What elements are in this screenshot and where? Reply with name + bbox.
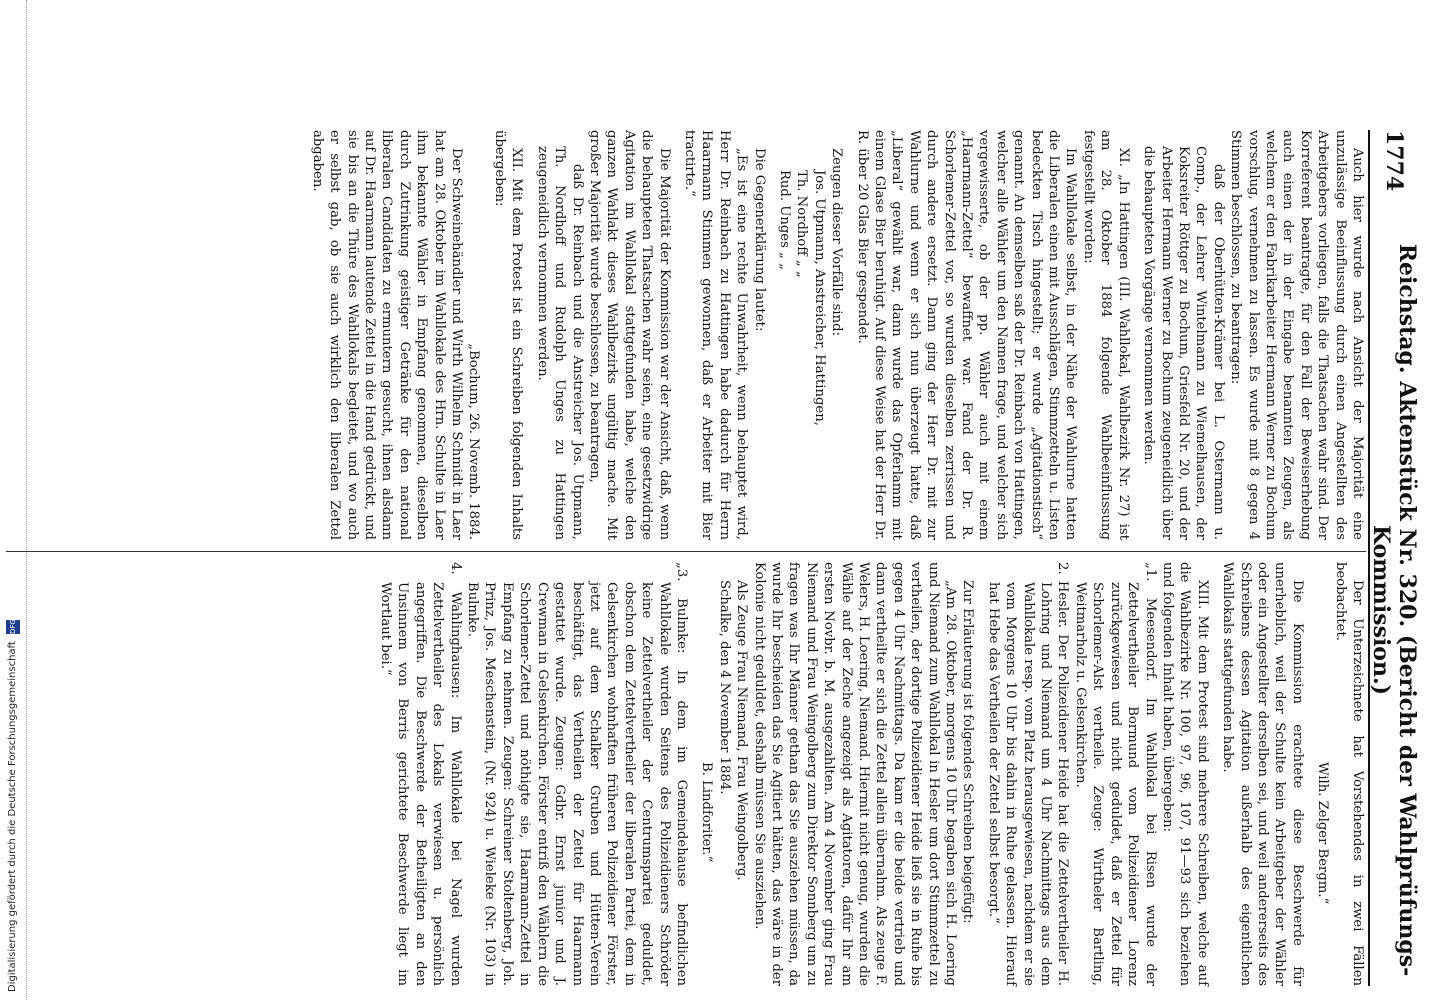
explain-date: Schalke, den 4 November 1884. xyxy=(716,580,732,795)
page-title: Reichstag. Aktenstück Nr. 320. (Bericht der Wahlprüfungs-Kommission.) xyxy=(1368,243,1420,977)
counter-intro: Die Gegenerklärung lautet: xyxy=(751,148,767,332)
list-item: Jos. Utpmann, Anstreicher, Hattingen, xyxy=(811,170,827,426)
paragraph-intro: Auch hier wurde nach Ansicht der Majorität eine unzulässige Beeinflussung durch einen Angestellten des Arbeitgebers vorliegen, falls die Thatsachen wahr sind. Der Korreferent beantragte, für den Fall der Beweiserhebung auch einen der in der Eingabe benannten Zeugen, als welchem er den Fabrikarbeiter Hermann Werner zu Bochum vorschlug, vernehmen zu lassen. Es wurde mit 8 gegen 4 Stimmen beschlossen, zu beantragen: xyxy=(1228,130,1365,540)
section-xi-title: XI. „In Hattingen (III. Wahllokal, Wahlbezirk Nr. 27) ist am 28. Oktober 1884 folgende Wahlbeeinflussung festgestellt worden: xyxy=(1080,130,1131,540)
page-number: 1774 xyxy=(1381,130,1407,192)
majority-motion: daß Dr. Reinbach und die Anstreicher Jos. Utpmann, Th. Nordhoff und Rudolph Unges zu Hattingen zeugeneidlich vernommen werden. xyxy=(534,146,585,540)
item-4: 4. Wahlinghausen: Im Wahllokale bei Nagel wurden Zettelvertheiler des Lokals verwiesen u. persönlich angegriffen. Die Beschwerde der Betheiligten an den Unsinnem von Berris gerichtete Beschwerde liegt im Wortlaut bei.“ xyxy=(378,562,463,986)
letter-text: Der Schweinehändler und Wirth Wilhelm Schmidt in Laer hat am 28. Oktober im Wahllokale des Hrn. Schulte in Laer ihm bekannte Wähler in Empfang genommen, dieselben durch Zutrinkung geistiger Getränke für den national liberalen Candidaten zu ermuntern gesucht, ihnen alsdann auf Dr. Haarmann lautende Zettel in die Hand gedrückt, und sie bis an die Thüre des Wahllokals begleitet, und wo auch er selbst gab, ob sie auch wirklich den liberalen Zettel abgaben. xyxy=(309,130,465,540)
letter-place-date: „Bochum, 26. Novemb. 1884. xyxy=(466,343,482,540)
dfg-logo-icon: DFG xyxy=(6,620,20,634)
paragraph-intro-motion: daß der Oberhütten-Krämer bei L. Ostermann u. Comp., der Lehrer Wintelmann zu Wiemelhausen, der Koksreiter Röttger zu Bochum, Griesfeld Nr. 20, und der Arbeiter Hermann Werner zu Bochum zeugeneidlich über die behaupteten Vorgänge vernommen werden. xyxy=(1141,146,1226,540)
column-divider xyxy=(6,551,1366,552)
section-xiii-title: XIII. Mit dem Protest sind mehrere Schreiben, welche auf die Wahlbezirke Nr. 100, 97, 96, 107, 91—93 sich beziehen und folgenden Inhalt haben, übergeben: xyxy=(1159,562,1210,986)
section-xii-title: XII. Mit dem Protest ist ein Schreiben folgenden Inhalts übergeben: xyxy=(491,130,525,540)
signature-name: Wilh. Zelger Bergm.“ xyxy=(1315,762,1331,905)
explain-text: „Am 28. Oktober, morgens 10 Uhr begaben sich H. Loering und Niemand zum Wahllokal in Hesler um dort Stimmzettel zu vertheilen, der dortige Polizeidiener Heide ließ sie in Ruhe bis gegen 4 Uhr Nachmittags. Da kam er die beide vertrieb und dann vertheilte er sich die Zettel allein übernahm. Als zeuge F. Welers, H. Loering, Niemand. Hiermit nicht genug, wurden die Wähle auf der Zeche angezeigt als Agitatoren, dafür Ihr am ersten Novbr. b. M. ausgezahlten. Am 4 November ging Frau Niemand und Frau Weingolberg zum Direktor Sonnberg um zu fragen was Ihr Männer gethan das Sie ausziehen müssen, da wurde Ihr bescheiden das Sie Agitiert hätten, das wäre in der Kolonie nicht geduldet, deshalb müssen Sie ausziehen. xyxy=(751,562,959,986)
counter-text: „Es ist eine rechte Unwahrheit, wenn behauptet wird, Herr Dr. Reinbach zu Hattingen habe dadurch für Herrn Haarmann Stimmen gewonnen, daß er Arbeiter mit Bier tractirte.“ xyxy=(681,130,750,540)
section-xi-text: Im Wahllokale selbst, in der Nähe der Wahlurne hatten die Liberalen einen mit Ausschlägen, Stimmzetteln u. Listen bedeckten Tisch hingestellt; er wurde „Agitationstisch“ genannt. An demselben saß der Dr. Reinbach von Hattingen, welcher alle Wähler um den Namen frage, und welcher sich vergewisserte, ob der pp. Wähler auch mit einem „Haarmann-Zettel“ bewaffnet war. Fand der Dr. R. Schorlemer-Zettel vor, so wurden dieselben zerrissen und durch andere ersetzt. Dann ging der Herr Dr. mit zur Wahlurne und wenn er sich nun überzeugt hatte, daß „Liberal“ gewählt war, dann wurde das Opferlamm mit einem Glase Bier beruhigt. Auf diese Weise hat der Herr Dr. R. über 20 Glas Bier gespendet. xyxy=(854,130,1079,540)
signature-statement: Der Unterzeichnete hat Vorstehendes in zwei Fällen beobachtet. xyxy=(1332,562,1365,986)
list-item: Th. Nordhoff „ „ xyxy=(794,170,810,278)
explain-signature: B. Lindforiter.“ xyxy=(699,762,715,863)
item-3: „3. Bulmke: In dem im Gemeindehause befindlichen Wahllokale wurden Seitens des Polizeidieners Schröder keine Zettelvertheiler der Centrumspartei geduldet, obschon dem Zettelvertheiler der liberalen Partei, dem in Gelsenkirchen wohnhaften früheren Polizeidiener Förster, jetzt auf dem Schalker Gruben und Hütten-Verein beschäftigt, das Vertheilen der Zettel für Haarmann gestattet wurde. Zeugen: Gdbr. Ernst junior und J. Crewman in Gelsenkirchen. Förster entriß den Wählern die Schorlemer-Zettel und nöthigte sie, Haarmann-Zettel in Empfang zu nehmen. Zeugen: Schreiner Stoltenberg, Joh. Prinz, Jos. Meschenstein, (Nr. 924) u. Wieleke (Nr. 103) in Bulmke. xyxy=(465,562,689,986)
explain-witness: Als Zeuge Frau Niemand, Frau Weingolberg. xyxy=(734,580,750,881)
dfg-credit-text: Digitalisierung gefördert durch die Deutsche Forschungsgemeinschaft xyxy=(7,641,18,992)
explain-intro: Zur Erläuterung ist folgendes Schreiben beigefügt: xyxy=(960,580,976,924)
item-1: „1. Meesendorf. Im Wahllokal bei Risen wurde der Zettelvertheiler Bormund vom Polizeidiener Lorenz zurückgewiesen und nicht geduldet, daß er Zettel für Schorlemer-Alst vertheile. Zeuge: Wirtheler Bartling, Weitmarholz u. Gelsenkirchen. xyxy=(1072,562,1158,986)
header-rule xyxy=(1368,130,1370,986)
witnesses-intro: Zeugen dieser Vorfälle sind: xyxy=(829,148,845,337)
left-column xyxy=(308,130,1366,540)
list-item: Rud. Unges „ „ xyxy=(777,170,792,270)
page-header xyxy=(1368,130,1420,1000)
item-2: 2. Hesler. Der Polizeidiener Heide hat die Zettelvertheiler H. Lohring und Niemand um 4 Uhr Nachmittags aus dem Wahllokale resp. vom Platz herausgewiesen, nachdem er sie vom Morgens 10 Uhr bis dahin in Ruhe gelassen. Hierauf hat Hebe das Vertheilen der Zettel selbst besorgt.“ xyxy=(985,562,1071,986)
witness-list xyxy=(776,130,828,540)
right-column xyxy=(377,562,1366,986)
majority-text: Die Majorität der Kommission war der Ansicht, daß, wenn die behaupteten Thatsachen wahr seien, eine gesetzwidrige Agitation im Wahllokal stattgefunden habe, welche den ganzen Wahlakt dieses Wahlbezirks ungültig mache. Mit großer Majorität wurde beschlossen, zu beantragen, xyxy=(586,130,672,540)
commission-text: Die Kommission erachtete diese Beschwerde für unerheblich, weil der Schulte kein Arbeitgeber der Wähler oder ein Angestellter derselben sei, und weil andererseits des Schreibens dessen Agitation außerhalb des eigentlichen Wahllokals stattgefunden habe. xyxy=(1220,562,1305,986)
